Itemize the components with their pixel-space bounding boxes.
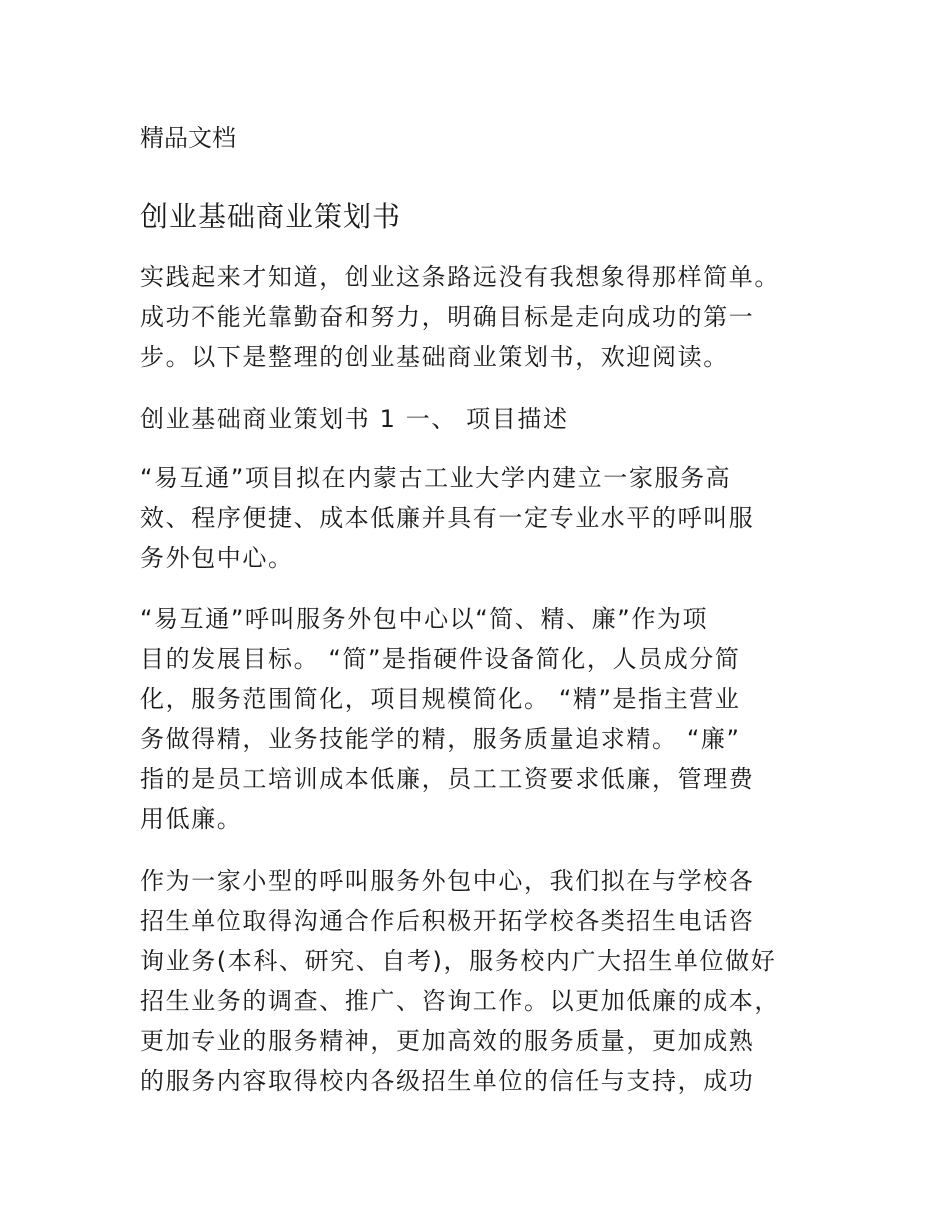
project-paragraph — [140, 458, 820, 578]
paragraph-line: 化，服务范围简化，项目规模简化。 “精”是指主营业 — [140, 685, 741, 713]
paragraph-line: 作为一家小型的呼叫服务外包中心，我们拟在与学校各 — [140, 867, 755, 895]
intro-paragraph — [140, 257, 820, 377]
paragraph-line: 创业基础商业策划书 1 一、 项目描述 — [140, 405, 569, 433]
paragraph-line: 招生单位取得沟通合作后积极开拓学校各类招生电话咨 — [140, 907, 755, 935]
paragraph-line: 效、程序便捷、成本低廉并具有一定专业水平的呼叫服 — [140, 504, 755, 532]
paragraph-line: 务外包中心。 — [140, 544, 294, 572]
paragraph-line: 用低廉。 — [140, 805, 243, 833]
paragraph-line: “易互通”项目拟在内蒙古工业大学内建立一家服务高 — [140, 464, 732, 492]
paragraph-line: 指的是员工培训成本低廉，员工工资要求低廉，管理费 — [140, 765, 755, 793]
paragraph-line: 的服务内容取得校内各级招生单位的信任与支持，成功 — [140, 1067, 755, 1095]
paragraph-line: 目的发展目标。 “简”是指硬件设备简化，人员成分简 — [140, 645, 741, 673]
goal-paragraph — [140, 599, 820, 839]
paragraph-line: 更加专业的服务精神，更加高效的服务质量，更加成熟 — [140, 1027, 755, 1055]
document-header: 精品文档 — [140, 124, 236, 152]
paragraph-line: 实践起来才知道，创业这条路远没有我想象得那样简单。 — [140, 263, 780, 291]
paragraph-line: “易互通”呼叫服务外包中心以“简、精、廉”作为项 — [140, 605, 709, 633]
paragraph-line: 务做得精，业务技能学的精，服务质量追求精。 “廉” — [140, 725, 741, 753]
paragraph-line: 步。以下是整理的创业基础商业策划书，欢迎阅读。 — [140, 343, 729, 371]
section-heading — [140, 399, 820, 439]
document-title: 创业基础商业策划书 — [140, 200, 402, 233]
service-paragraph — [140, 861, 820, 1101]
paragraph-line: 成功不能光靠勤奋和努力，明确目标是走向成功的第一 — [140, 303, 755, 331]
paragraph-line: 招生业务的调查、推广、咨询工作。以更加低廉的成本， — [140, 987, 780, 1015]
paragraph-line: 询业务(本科、研究、自考)，服务校内广大招生单位做好 — [140, 947, 777, 975]
